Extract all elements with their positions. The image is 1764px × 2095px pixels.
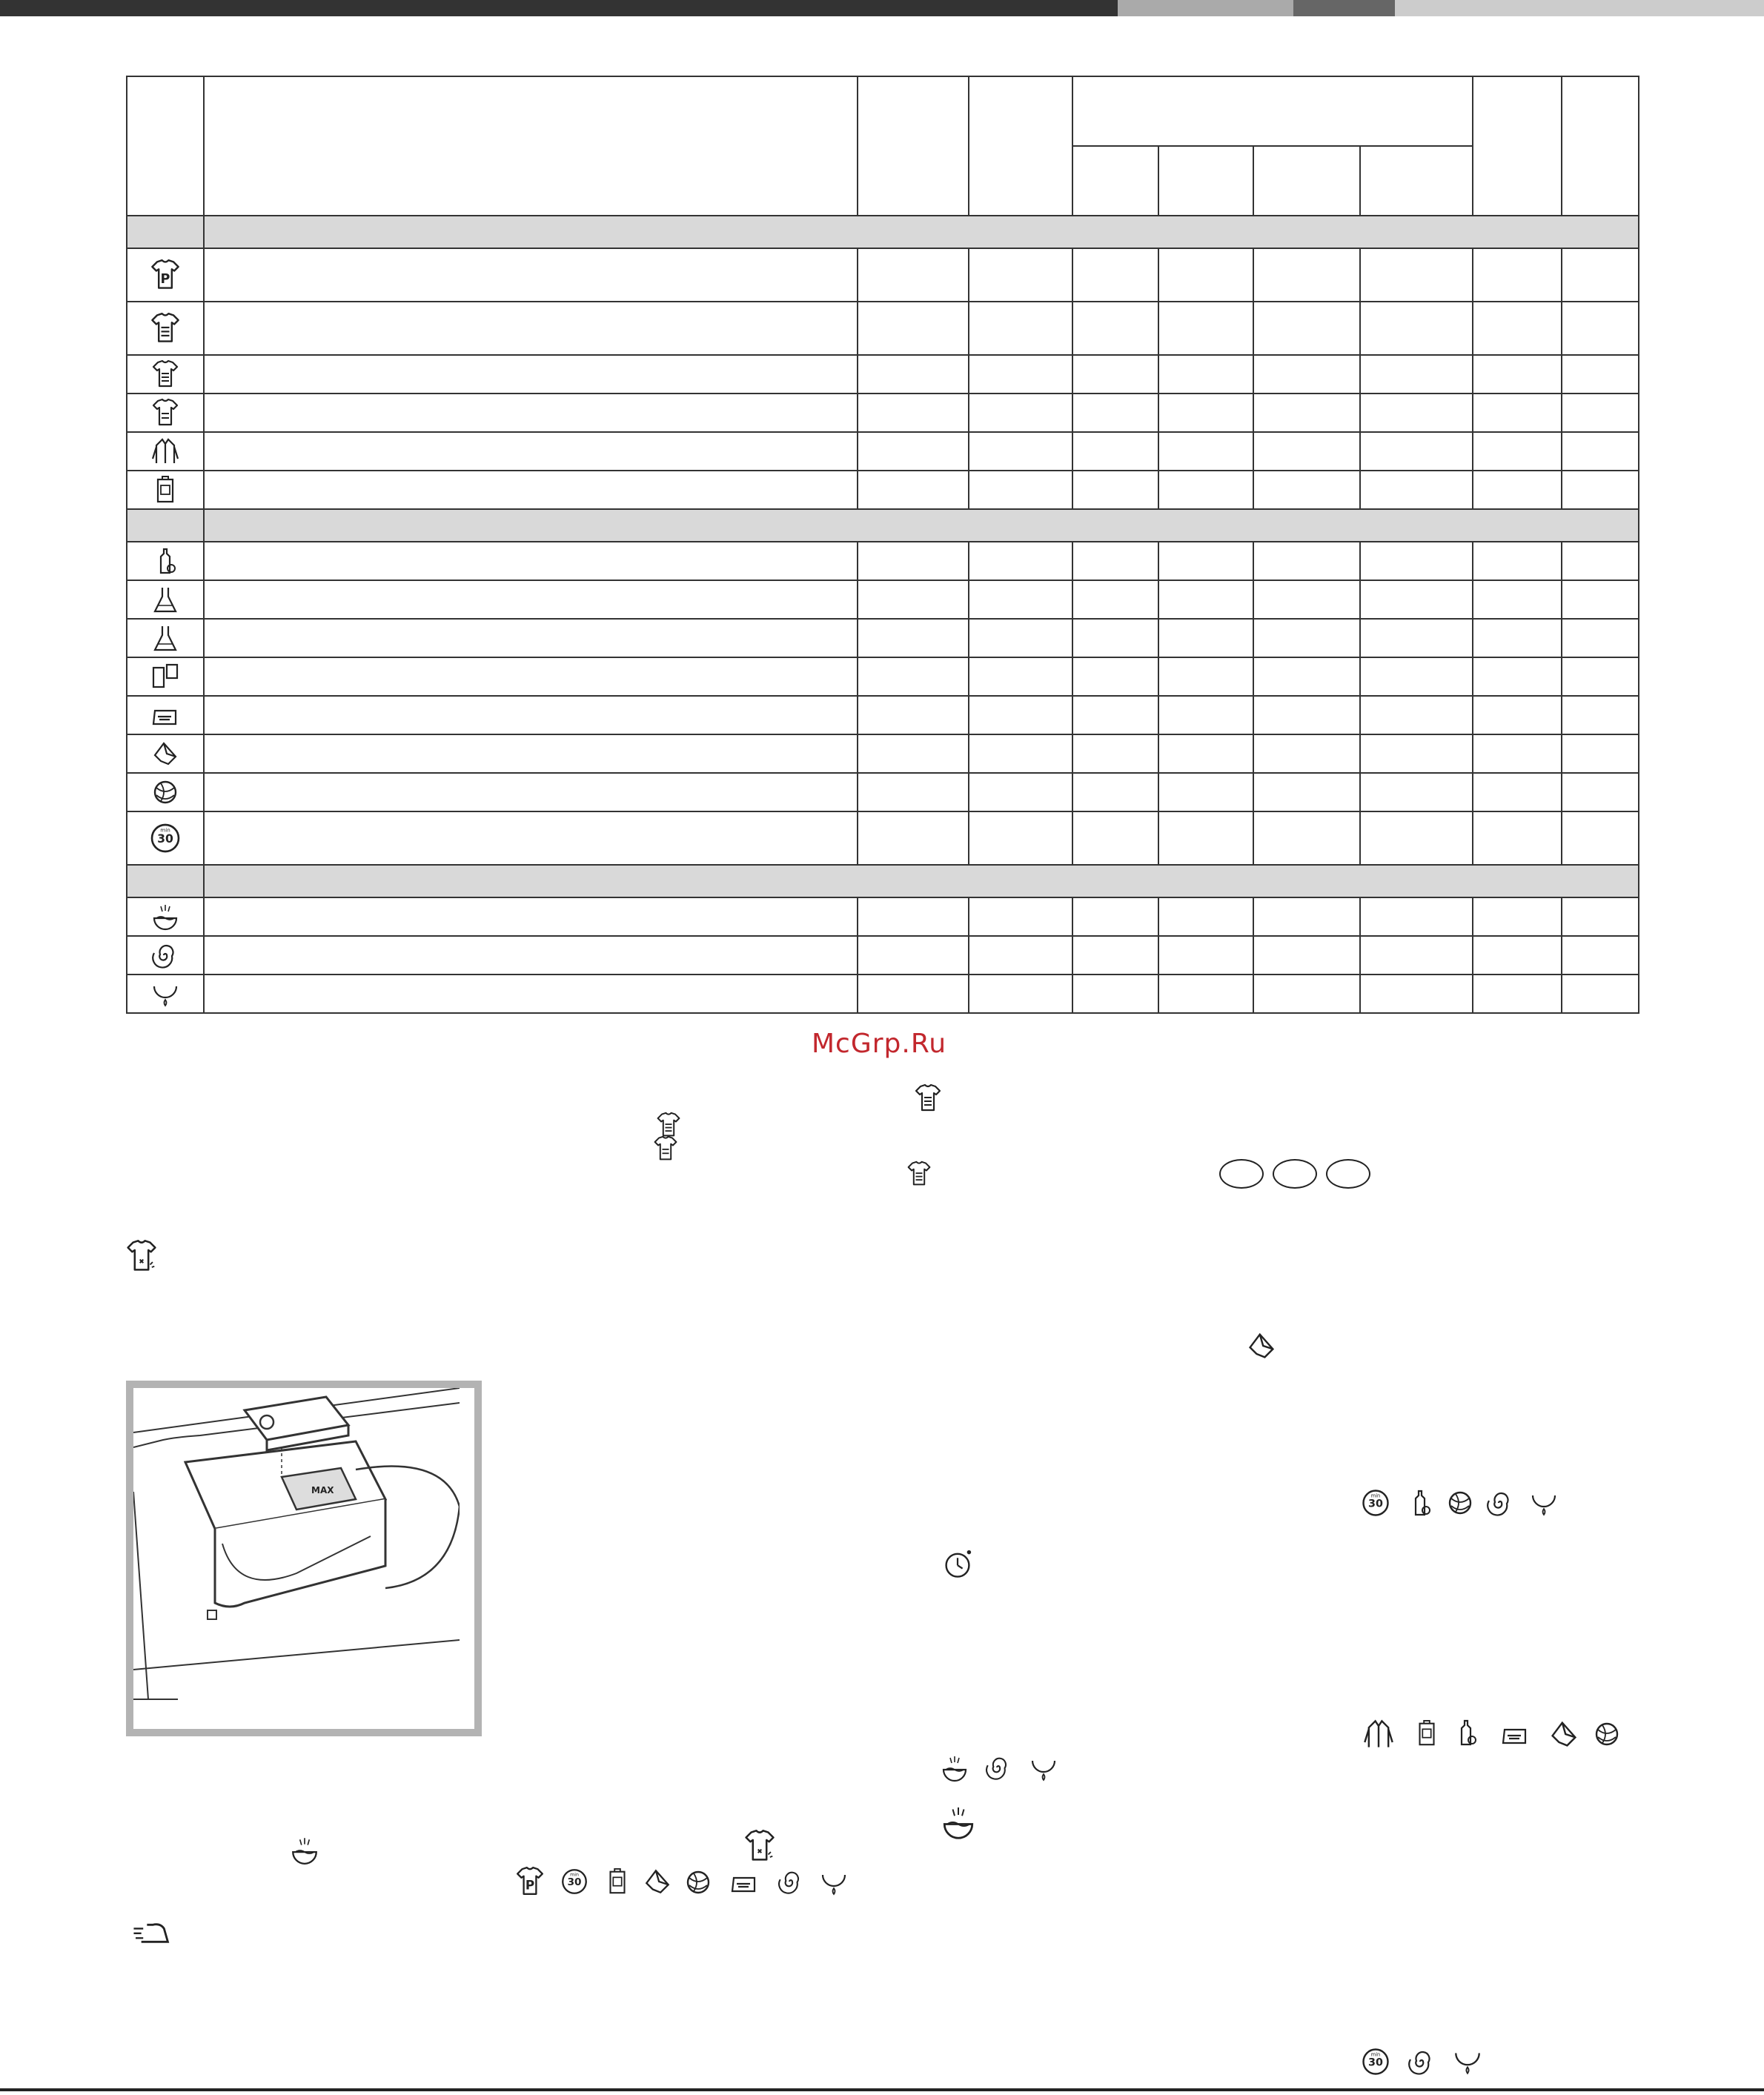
table-row	[127, 580, 1639, 619]
top-bar-mid2	[1293, 0, 1395, 16]
bag-icon	[603, 1866, 631, 1897]
top-bar-light	[1395, 0, 1764, 16]
baby-bottle-icon	[1451, 1715, 1481, 1750]
jacket-icon	[150, 436, 180, 466]
blanket-icon	[1496, 1719, 1534, 1749]
wool-icon	[683, 1867, 713, 1897]
header-col-10	[1562, 76, 1639, 216]
subheader-2	[1158, 146, 1253, 216]
top-bar-dark	[0, 0, 1118, 16]
towels-icon	[150, 662, 180, 691]
table-row	[127, 432, 1639, 471]
drain-icon	[150, 979, 180, 1009]
jacket-icon	[1359, 1718, 1398, 1750]
iron-icon	[126, 1913, 179, 1948]
shirt-lines-icon	[149, 312, 182, 345]
header-group	[1072, 76, 1473, 146]
top-bar-mid	[1118, 0, 1293, 16]
rinse-icon	[289, 1835, 320, 1866]
silk-icon	[150, 739, 180, 768]
drain-icon	[1029, 1753, 1058, 1783]
wool-icon	[1592, 1719, 1622, 1749]
subheader-4	[1360, 146, 1473, 216]
table-row	[127, 394, 1639, 432]
baby-bottle-icon	[1405, 1487, 1435, 1519]
header-icon-col	[127, 76, 204, 216]
table-row	[127, 773, 1639, 811]
top-bar	[0, 0, 1764, 16]
table-row	[127, 248, 1639, 302]
flask-icon	[150, 623, 180, 653]
shirt-dash-icon	[150, 398, 180, 428]
drain-icon	[818, 1867, 849, 1897]
shirt-stain-icon	[743, 1829, 777, 1863]
timer-30-icon	[1359, 1487, 1392, 1519]
shirt-stain-icon	[125, 1239, 159, 1273]
table-row	[127, 811, 1639, 865]
shirt-dash-icon	[652, 1135, 679, 1162]
table-row	[127, 471, 1639, 509]
blanket-icon	[150, 700, 180, 730]
oval-2	[1273, 1159, 1317, 1189]
table-row	[127, 897, 1639, 936]
drawer-drawing	[133, 1388, 460, 1714]
oval-1	[1219, 1159, 1264, 1189]
timer-30-icon	[147, 820, 183, 856]
wool-icon	[1445, 1488, 1475, 1518]
watermark: McGrp.Ru	[812, 1029, 947, 1059]
header-col-4	[969, 76, 1072, 216]
bag-icon	[150, 475, 180, 505]
subheader-1	[1072, 146, 1158, 216]
drain-icon	[1451, 2045, 1484, 2076]
table-row	[127, 355, 1639, 394]
wool-icon	[150, 777, 180, 807]
table-row	[127, 542, 1639, 580]
spin-icon	[150, 940, 180, 970]
rinse-icon	[940, 1753, 969, 1783]
flask-icon	[150, 585, 180, 614]
spin-icon	[777, 1867, 805, 1896]
rinse-icon	[150, 902, 180, 932]
section-header-2	[127, 509, 1639, 542]
oval-3	[1326, 1159, 1370, 1189]
delay-clock-icon	[941, 1546, 974, 1581]
subheader-3	[1253, 146, 1360, 216]
silk-icon	[1548, 1718, 1580, 1750]
spin-icon	[984, 1753, 1012, 1782]
spin-icon	[1485, 1488, 1515, 1518]
shirt-p-icon	[514, 1866, 546, 1897]
table-row	[127, 619, 1639, 657]
shirt-p-icon	[149, 259, 182, 291]
header-col-3	[858, 76, 969, 216]
shirt-lines-icon	[913, 1083, 943, 1113]
table-row	[127, 696, 1639, 734]
drain-icon	[1528, 1488, 1559, 1518]
baby-bottle-icon	[150, 546, 180, 576]
table-row	[127, 657, 1639, 696]
section-header-1	[127, 216, 1639, 248]
blanket-icon	[726, 1867, 762, 1897]
section-header-3	[127, 865, 1639, 897]
shirt-lines-icon	[150, 359, 180, 389]
header-description-col	[204, 76, 858, 216]
silk-icon	[1245, 1329, 1278, 1362]
table-row	[127, 936, 1639, 975]
silk-icon	[642, 1866, 673, 1897]
header-col-9	[1473, 76, 1562, 216]
svg-text:MAX: MAX	[311, 1485, 334, 1495]
shirt-lines-icon	[906, 1161, 932, 1187]
shirt-lines-icon	[655, 1112, 682, 1138]
detergent-drawer-illustration	[126, 1381, 482, 1736]
rinse-icon	[940, 1804, 977, 1841]
spin-icon	[1407, 2047, 1436, 2076]
programme-table	[126, 76, 1639, 1014]
option-ovals	[1219, 1159, 1370, 1189]
table-row	[127, 975, 1639, 1013]
timer-30-icon	[559, 1866, 590, 1897]
timer-30-icon	[1359, 2045, 1392, 2078]
table-row	[127, 734, 1639, 773]
bottom-rule	[0, 2088, 1764, 2091]
table-row	[127, 302, 1639, 355]
bag-icon	[1413, 1716, 1441, 1750]
